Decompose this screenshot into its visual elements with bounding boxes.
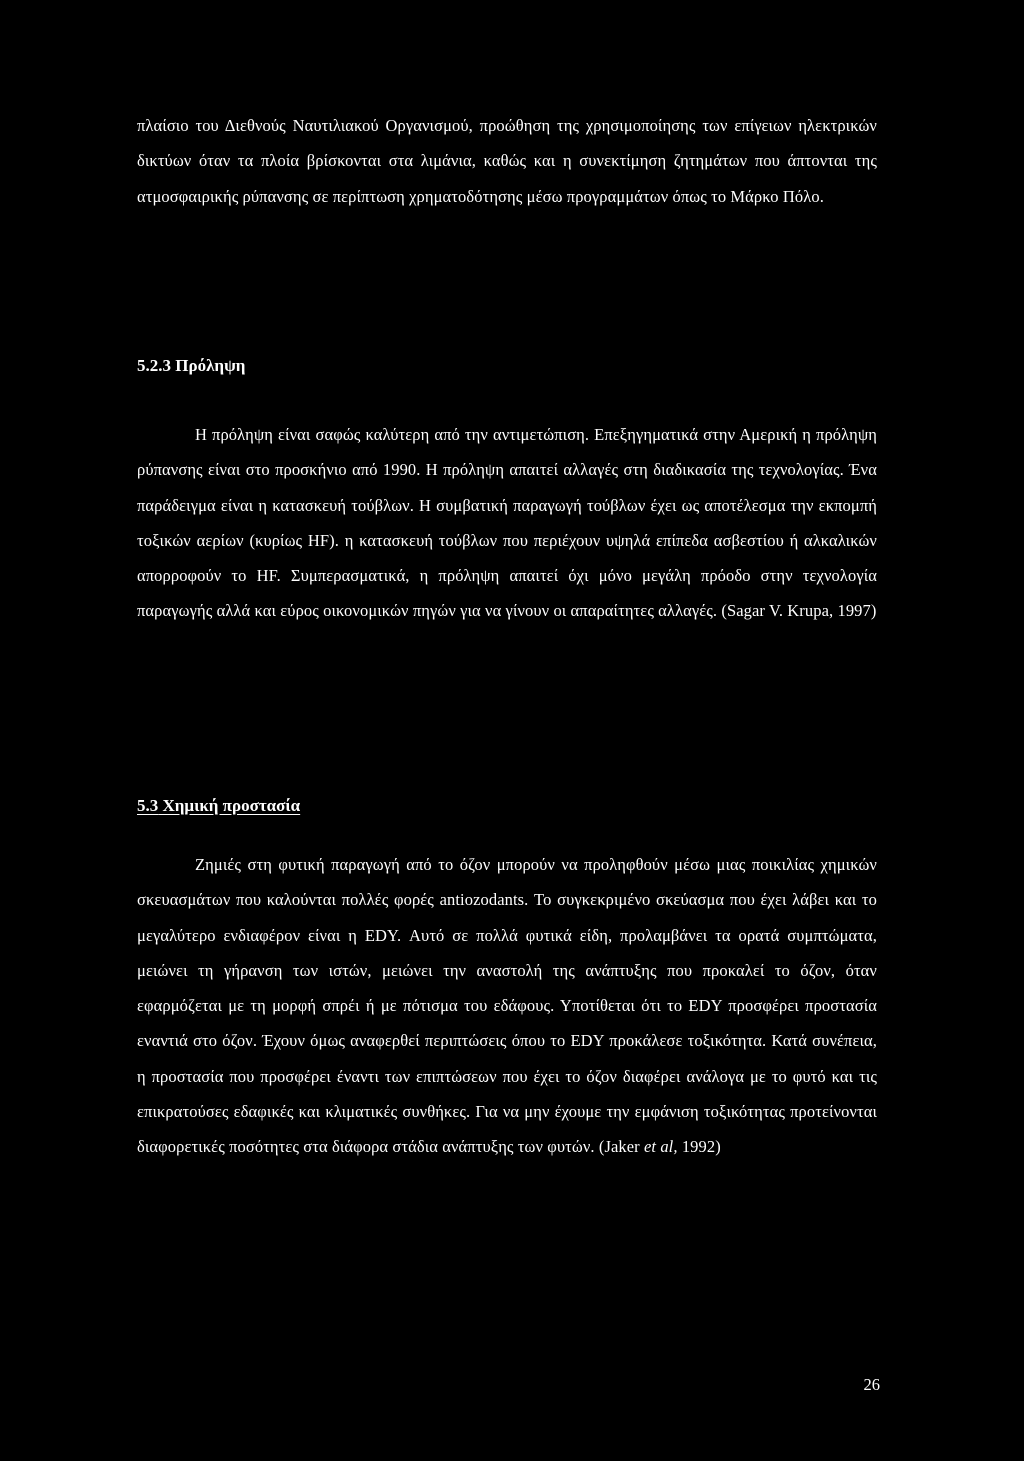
prevention-paragraph: Η πρόληψη είναι σαφώς καλύτερη από την αντιμετώπιση. Επεξηγηματικά στην Αμερική η πρόληψη ρύπανσης είναι στο προσκήνιο από 1990. Η πρόληψη απαιτεί αλλαγές στη διαδικασία της τεχνολογίας. Ένα παράδειγμα είναι η κατασκευή τούβλων. Η συμβατική παραγωγή τούβλων έχει ως αποτέλεσμα την εκπομπή τοξικών αερίων (κυρίως HF). η κατασκευή τούβλων που περιέχουν υψηλά επίπεδα ασβεστίου ή αλκαλικών απορροφούν το HF. Συμπερασματικά, η πρόληψη απαιτεί όχι μόνο μεγάλη πρόοδο στην τεχνολογία παραγωγής αλλά και εύρος οικονομικών πηγών για να γίνουν οι απαραίτητες αλλαγές. (Sagar V. Krupa, 1997)	[137, 425, 877, 621]
section-title: Χημική προστασία	[162, 796, 301, 815]
section-number: 5.2.3	[137, 356, 171, 375]
section-title: Πρόληψη	[175, 356, 246, 375]
chemical-protection-paragraph	[137, 847, 877, 1165]
page-number: 26	[863, 1375, 880, 1394]
section-number: 5.3	[137, 796, 159, 815]
intro-paragraph: πλαίσιο του Διεθνούς Ναυτιλιακού Οργανισμού, προώθηση της χρησιμοποίησης των επίγειων ηλεκτρικών δικτύων όταν τα πλοία βρίσκονται στα λιμάνια, καθώς και η συνεκτίμηση ζητημάτων που άπτονται της ατμοσφαιρικής ρύπανσης σε περίπτωση χρηματοδότησης μέσω προγραμμάτων όπως το Μάρκο Πόλο.	[137, 116, 877, 206]
section-heading-5-3	[137, 795, 300, 817]
paragraph-body: Ζημιές στη φυτική παραγωγή από το όζον μπορούν να προληφθούν μέσω μιας ποικιλίας χημικών σκευασμάτων που καλούνται πολλές φορές antiozodants. Το συγκεκριμένο σκεύασμα που έχει λάβει και το μεγαλύτερο ενδιαφέρον είναι η EDY. Αυτό σε πολλά φυτικά είδη, προλαμβάνει τα ορατά συμπτώματα, μειώνει τη γήρανση των ιστών, μειώνει την αναστολή της ανάπτυξης που προκαλεί το όζον, όταν εφαρμόζεται με τη μορφή σπρέι ή με πότισμα του εδάφους. Υποτίθεται ότι το EDY προσφέρει προστασία εναντιά στο όζον. Έχουν όμως αναφερθεί περιπτώσεις όπου το EDY προκάλεσε τοξικότητα. Κατά συνέπεια, η προστασία που προσφέρει έναντι των επιπτώσεων που έχει το όζον διαφέρει ανάλογα με το φυτό και τις επικρατούσες εδαφικές και κλιματικές συνθήκες. Για να μην έχουμε την εμφάνιση τοξικότητας προτείνονται διαφορετικές ποσότητες στα διάφορα στάδια ανάπτυξης των φυτών.	[137, 855, 877, 1157]
section-heading-5-2-3	[137, 355, 245, 377]
citation-etal: et al,	[644, 1137, 678, 1157]
citation: (Jaker et al, 1992)	[598, 1137, 721, 1157]
